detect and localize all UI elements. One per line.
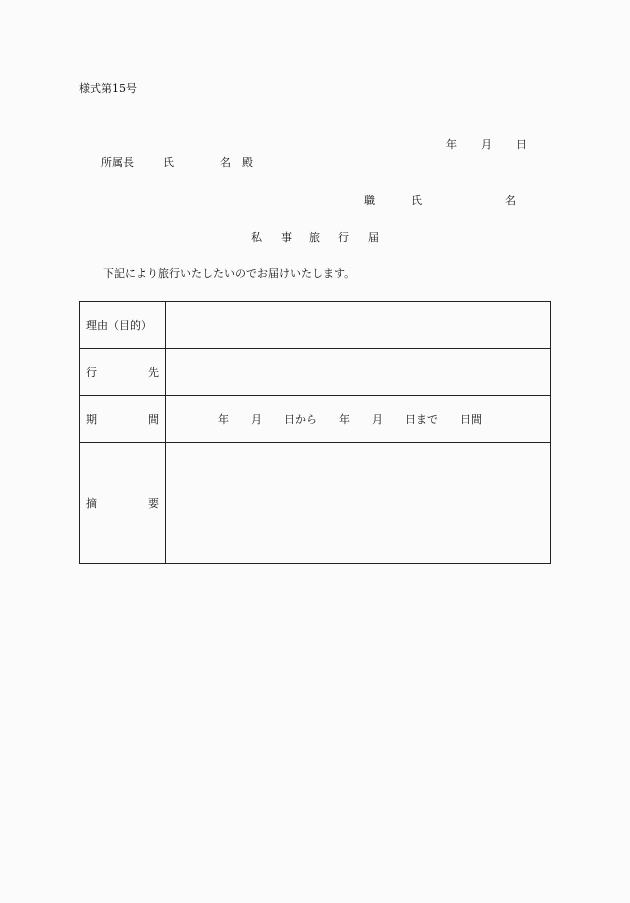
- travel-form-table: [79, 301, 551, 564]
- table-row-reason: [80, 302, 551, 349]
- reason-label: 理由（目的）: [86, 319, 152, 332]
- applicant-position: 職: [364, 194, 375, 207]
- applicant-name-label-1: 氏: [411, 194, 422, 207]
- destination-label-2: 先: [148, 366, 159, 379]
- period-label-2: 間: [148, 413, 159, 426]
- title-char-3: 旅: [309, 231, 320, 244]
- destination-label-cell: [80, 349, 166, 396]
- reason-value-cell[interactable]: [166, 302, 551, 349]
- reason-label-cell: [80, 302, 166, 349]
- title-char-4: 行: [338, 231, 349, 244]
- period-label-cell: [80, 396, 166, 443]
- table-row-destination: [80, 349, 551, 396]
- period-label-1: 期: [86, 413, 97, 426]
- applicant-name-label-2: 名: [505, 194, 516, 207]
- summary-label-2: 要: [148, 497, 159, 510]
- addressee-name-label-2: 名: [220, 156, 231, 169]
- addressee-name-label-1: 氏: [163, 156, 174, 169]
- table-row-period: [80, 396, 551, 443]
- addressee-honorific: 殿: [242, 156, 253, 169]
- title-char-1: 私: [251, 231, 262, 244]
- summary-label-1: 摘: [86, 497, 97, 510]
- form-number: 様式第15号: [79, 82, 137, 95]
- destination-label-1: 行: [86, 366, 97, 379]
- addressee-title: 所属長: [101, 156, 134, 169]
- date-month-label: 月: [481, 138, 492, 151]
- intro-text: 下記により旅行いたしたいのでお届けいたします。: [103, 267, 356, 280]
- summary-value-cell[interactable]: [166, 443, 551, 564]
- title-char-5: 届: [368, 231, 379, 244]
- date-day-label: 日: [516, 138, 527, 151]
- title-char-2: 事: [281, 231, 292, 244]
- date-year-label: 年: [446, 138, 457, 151]
- summary-label-cell: [80, 443, 166, 564]
- table-row-summary: [80, 443, 551, 564]
- period-value-cell[interactable]: 年 月 日から 年 月 日まで 日間: [166, 396, 551, 443]
- destination-value-cell[interactable]: [166, 349, 551, 396]
